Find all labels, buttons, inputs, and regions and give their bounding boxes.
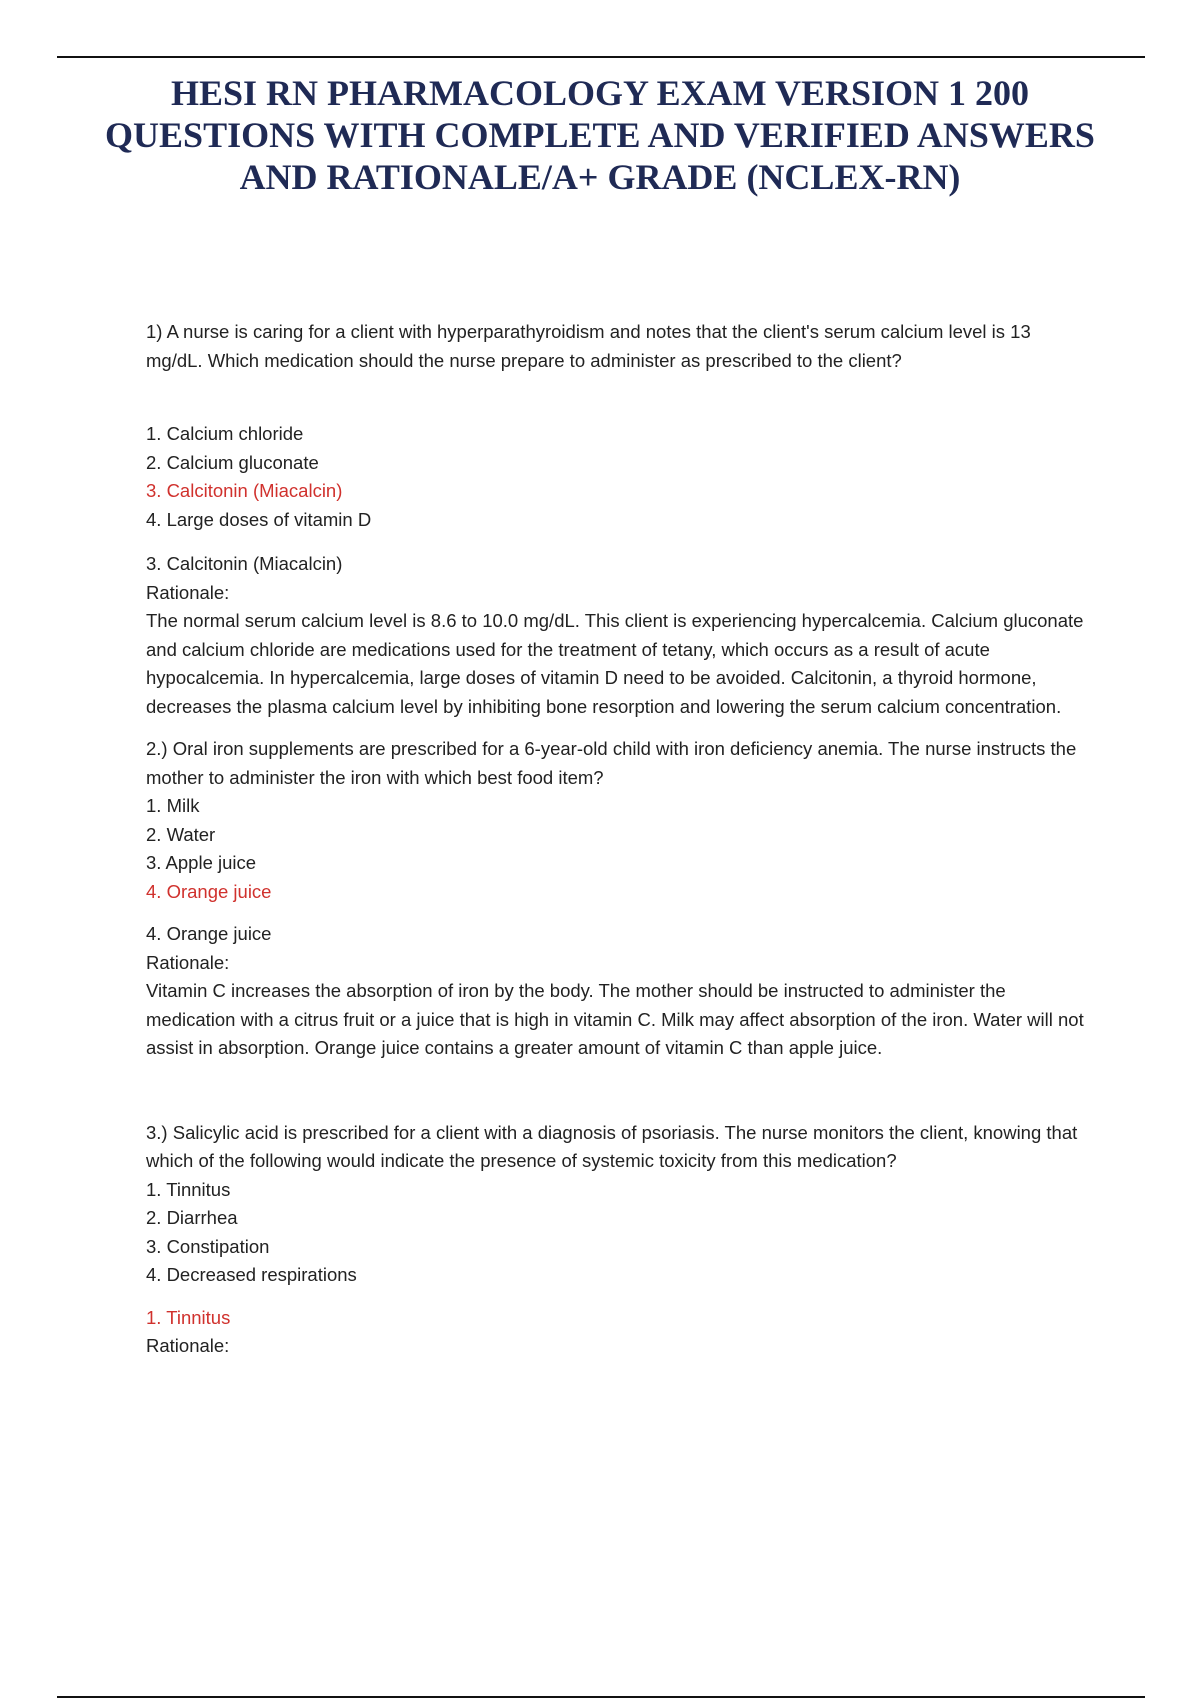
question-1-rationale: The normal serum calcium level is 8.6 to 10.0 mg/dL. This client is experiencing hypercalcemia. Calcium gluconate and calcium chloride are medications used for the treatment of tetany, which occurs as a result of acute hypocalcemia. In hypercalcemia, large doses of vitamin D need to be avoided. Calcitonin, a thyroid hormone, decreases the plasma calcium level by inhibiting bone resorption and lowering the serum calcium concentration. [146,610,1084,717]
question-3-options [146,1176,1086,1290]
question-2 [146,735,1086,1063]
question-2-option-3: 3. Apple juice [146,852,257,873]
question-2-option-4-correct: 4. Orange juice [146,880,272,902]
question-3-option-4: 4. Decreased respirations [146,1264,357,1285]
question-2-option-1: 1. Milk [146,795,200,816]
question-1-answer: 3. Calcitonin (Miacalcin) [146,553,343,574]
question-2-options [146,792,1086,906]
document-title: HESI RN PHARMACOLOGY EXAM VERSION 1 200 QUESTIONS WITH COMPLETE AND VERIFIED ANSWERS AND RATIONALE/A+ GRADE (NCLEX-RN) [105,73,1095,197]
question-1-options [146,420,1086,534]
question-3-option-2: 2. Diarrhea [146,1207,238,1228]
question-1-option-1: 1. Calcium chloride [146,423,304,444]
question-3-option-1: 1. Tinnitus [146,1178,231,1200]
question-1-text: 1) A nurse is caring for a client with hyperparathyroidism and notes that the client's serum calcium level is 13 mg/dL. Which medication should the nurse prepare to administer as prescribed to the client? [146,321,1031,371]
question-2-text: 2.) Oral iron supplements are prescribed for a 6-year-old child with iron deficiency anemia. The nurse instructs the mother to administer the iron with which best food item? [146,738,1077,788]
question-3-text: 3.) Salicylic acid is prescribed for a client with a diagnosis of psoriasis. The nurse monitors the client, knowing that which of the following would indicate the presence of systemic toxicity from this medication? [146,1121,1078,1171]
question-1-option-2: 2. Calcium gluconate [146,451,319,473]
question-2-rationale: Vitamin C increases the absorption of iron by the body. The mother should be instructed to administer the medication with a citrus fruit or a juice that is high in vitamin C. Milk may affect absorption of the iron. Water will not assist in absorption. Orange juice contains a greater amount of vitamin C than apple juice. [146,980,1084,1058]
question-2-option-2: 2. Water [146,823,216,845]
question-3-answer: 1. Tinnitus [146,1306,231,1328]
top-rule [57,56,1145,58]
question-3-rationale-label: Rationale: [146,1335,230,1356]
question-3 [146,1119,1086,1361]
question-1-option-3-correct: 3. Calcitonin (Miacalcin) [146,480,343,501]
question-1-rationale-label: Rationale: [146,581,230,603]
question-2-answer: 4. Orange juice [146,923,272,944]
question-1 [146,318,1086,721]
question-list [146,318,1086,1361]
bottom-rule [57,1696,1145,1698]
question-1-option-4: 4. Large doses of vitamin D [146,508,372,530]
question-3-option-3: 3. Constipation [146,1235,270,1257]
question-2-rationale-label: Rationale: [146,951,230,973]
